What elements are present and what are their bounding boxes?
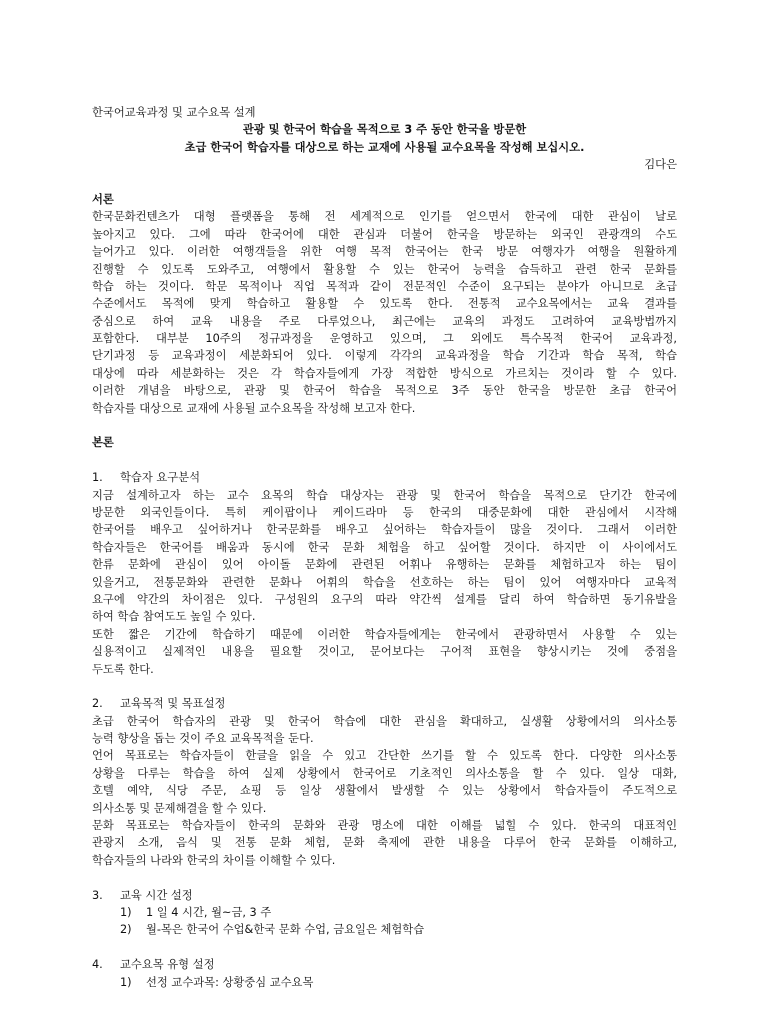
intro-line: 늘어가고 있다. 이러한 여행객들을 위한 여행 목적 한국어는 한국 방문 여행자가 여행을 원활하게 — [92, 245, 677, 259]
spacer — [92, 678, 677, 695]
section-2-line: 호텔 예약, 식당 주문, 쇼핑 등 일상 생활에서 발생할 수 있는 상황에서 학습자들이 주도적으로 — [92, 784, 677, 798]
section-1-line: 요구에 약간의 차이점은 있다. 구성원의 요구의 따라 약간씩 설계를 달리 하여 학습하면 동기유발을 — [92, 592, 677, 606]
section-2-heading — [92, 695, 677, 712]
section-2-line: 문화 목표로는 학습자들이 한국의 문화와 관광 명소에 대한 이해를 넓힐 수 있다. 한국의 대표적인 — [92, 819, 677, 833]
intro-line: 높아지고 있다. 그에 따라 한국어에 대한 관심과 더불어 한국을 방문하는 외국인 관광객의 수도 — [92, 227, 677, 241]
section-3-number: 3. — [92, 888, 103, 902]
section-1-line: 하여 학습 참여도도 높일 수 있다. — [92, 610, 256, 624]
spacer — [92, 452, 677, 469]
section-1-line: 실용적이고 실제적인 내용을 필요할 것이고, 문어보다는 구어적 표현을 향상시키는 것에 중점을 — [92, 645, 677, 659]
section-2-line: 관광지 소개, 음식 및 전통 문화 체험, 문화 축제에 관한 내용을 다루어 한국 문화를 이해하고, — [92, 836, 677, 850]
section-1-line: 한류 문화에 관심이 있어 아이돌 문화에 관련된 어휘나 유행하는 문화를 체험하고자 하는 팀이 — [92, 558, 677, 572]
section-1-line: 한국어를 배우고 싶어하거나 한국문화를 배우고 싶어하는 학습자들이 많을 것이다. 그래서 이러한 — [92, 523, 677, 537]
spacer — [92, 869, 677, 886]
section-2-line: 상황을 다루는 학습을 하여 실제 상황에서 한국어로 기초적인 의사소통을 할 수 있다. 일상 대화, — [92, 766, 677, 780]
spacer — [92, 417, 677, 434]
title-line-2: 초급 한국어 학습자를 대상으로 하는 교재에 사용될 교수요목을 작성해 보십시오. — [184, 140, 585, 154]
intro-line: 수준에서도 목적에 맞게 학습하고 활용할 수 있도록 한다. 전통적 교수요목에서는 교육 결과를 — [92, 297, 677, 311]
section-1-line: 지금 설계하고자 하는 교수 요목의 학습 대상자는 관광 및 한국어 학습을 목적으로 단기간 한국에 — [92, 488, 677, 502]
section-4-item-text: 선정 교수과목: 상황중심 교수요목 — [146, 975, 314, 989]
course-line: 한국어교육과정 및 교수요목 설계 — [92, 106, 256, 119]
section-3-item — [92, 921, 677, 938]
intro-line: 학습자를 대상으로 교재에 사용될 교수요목을 작성해 보고자 한다. — [92, 401, 416, 415]
section-4-heading — [92, 956, 677, 973]
body-heading: 본론 — [92, 436, 114, 450]
section-2-line: 초급 한국어 학습자의 관광 및 한국어 학습에 대한 관심을 확대하고, 실생활 상황에서의 의사소통 — [92, 714, 677, 728]
section-1-line: 또한 짧은 기간에 학습하기 때문에 이러한 학습자들에게는 한국에서 관광하면서 사용할 수 있는 — [92, 627, 677, 641]
section-4-title: 교수요목 유형 설정 — [120, 958, 215, 972]
section-1-paragraph — [92, 487, 677, 678]
intro-line: 학습 하는 것이다. 학문 목적이나 직업 목적과 같이 전문적인 수준이 요구되는 분야가 아니므로 초급 — [92, 279, 677, 293]
document-page — [92, 104, 677, 991]
intro-paragraph — [92, 208, 677, 417]
spacer — [92, 939, 677, 956]
section-3-item-text: 1 일 4 시간, 월~금, 3 주 — [146, 905, 272, 919]
section-3-heading — [92, 887, 677, 904]
intro-line: 대상에 따라 세분화하는 것은 각 학습자들에게 가장 적합한 방식으로 가르치는 것이라 할 수 있다. — [92, 366, 677, 380]
section-2-title: 교육목적 및 목표설정 — [120, 697, 226, 711]
section-1-number: 1. — [92, 471, 103, 485]
section-1-line: 방문한 외국인들이다. 특히 케이팝이나 케이드라마 등 한국의 대중문화에 대한 관심에서 시작해 — [92, 505, 677, 519]
section-4-item-number: 1) — [120, 975, 132, 989]
section-2-line: 학습자들의 나라와 한국의 차이를 이해할 수 있다. — [92, 853, 336, 867]
section-3-item-text: 월-목은 한국어 수업&한국 문화 수업, 금요일은 체험학습 — [146, 923, 425, 937]
section-3-title: 교육 시간 설정 — [120, 888, 193, 902]
section-1-title: 학습자 요구분석 — [120, 471, 200, 485]
spacer — [92, 174, 677, 191]
section-2-paragraph — [92, 713, 677, 870]
section-2-line: 능력 향상을 돕는 것이 주요 교육목적을 둔다. — [92, 732, 314, 746]
intro-line: 이러한 개념을 바탕으로, 관광 및 한국어 학습을 목적으로 3주 동안 한국을 방문한 초급 한국어 — [92, 384, 677, 398]
section-2-number: 2. — [92, 697, 103, 711]
section-2-line: 의사소통 및 문제해결을 할 수 있다. — [92, 801, 267, 815]
intro-line: 단기과정 등 교육과정이 세분화되어 있다. 이렇게 각각의 교육과정을 학습 기간과 학습 목적, 학습 — [92, 349, 677, 363]
section-1-line: 두도록 한다. — [92, 662, 154, 676]
section-3-item — [92, 904, 677, 921]
section-3-item-number: 2) — [120, 923, 132, 937]
section-4-item — [92, 974, 677, 991]
title-line-1: 관광 및 한국어 학습을 목적으로 3 주 동안 한국을 방문한 — [242, 123, 527, 137]
section-2-line: 언어 목표로는 학습자들이 한글을 읽을 수 있고 간단한 쓰기를 할 수 있도록 한다. 다양한 의사소통 — [92, 749, 677, 763]
section-1-line: 학습자들은 한국어를 배움과 동시에 한국 문화 체험을 하고 싶어할 것이다. 하지만 이 사이에서도 — [92, 540, 677, 554]
section-3-item-number: 1) — [120, 905, 132, 919]
section-1-line: 있을거고, 전통문화와 관련한 문화나 어휘의 학습을 선호하는 하는 팀이 있어 여행자마다 교육적 — [92, 575, 677, 589]
intro-line: 진행할 수 있도록 도와주고, 여행에서 활용할 수 있는 한국어 능력을 습득하고 관련 한국 문화를 — [92, 262, 677, 276]
intro-line: 중심으로 하여 교육 내용을 주로 다루었으나, 최근에는 교육의 과정도 고려하여 교육방법까지 — [92, 314, 677, 328]
intro-line: 포함한다. 대부분 10주의 정규과정을 운영하고 있으며, 그 외에도 특수목적 한국어 교육과정, — [92, 332, 677, 346]
section-1-heading — [92, 469, 677, 486]
section-4-number: 4. — [92, 958, 103, 972]
author-name: 김다은 — [644, 158, 677, 172]
intro-line: 한국문화컨텐츠가 대형 플랫폼을 통해 전 세계적으로 인기를 얻으면서 한국에 대한 관심이 날로 — [92, 210, 677, 224]
intro-heading: 서론 — [92, 192, 114, 206]
